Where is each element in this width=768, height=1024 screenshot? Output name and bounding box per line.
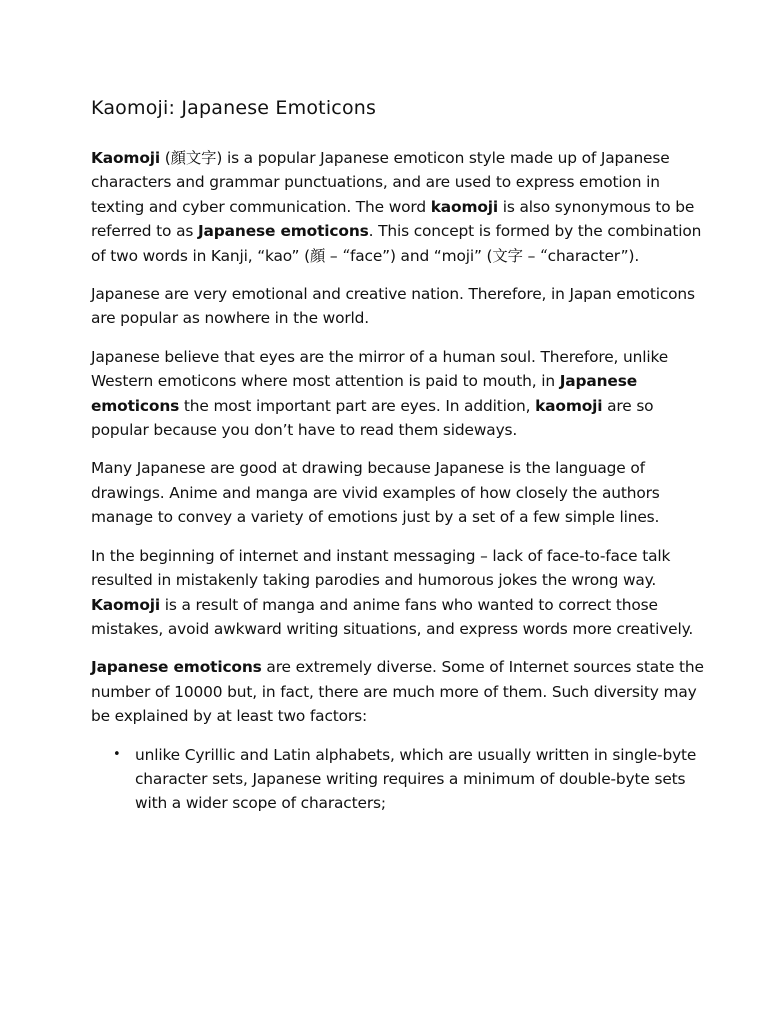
paragraph-text: the most important part are eyes. In addition, — [179, 396, 536, 415]
bullet-icon: • — [113, 746, 121, 762]
kanji-text: 顔文字 — [170, 149, 217, 167]
kaomoji-term-bold: Kaomoji — [91, 149, 160, 167]
paragraph-text: . This concept is formed by the combination of two words in Kanji, “kao” ( — [91, 222, 702, 265]
diversity-paragraph — [91, 655, 708, 728]
drawing-paragraph: Many Japanese are good at drawing because Japanese is the language of drawings. Anime and manga are vivid examples of how closely the authors manage to convey a variety of emotions just by a set of a few simple lines. — [91, 459, 660, 527]
paragraph-text: ) is a popular Japanese emoticon style made up of Japanese characters and grammar punctuations, and are used to express emotion in texting and cyber communication. The word — [91, 149, 670, 216]
factors-list — [91, 743, 708, 816]
paragraph-text: face”) and “moji” ( — [349, 246, 493, 265]
intro-paragraph — [91, 146, 708, 268]
kaomoji-term-bold: kaomoji — [535, 396, 603, 415]
list-item — [113, 743, 708, 816]
list-item-text: unlike Cyrillic and Latin alphabets, which are usually written in single-byte character sets, Japanese writing requires a minimum of double-byte sets with a wider scope of characters; — [135, 745, 697, 813]
kaomoji-term-bold: Kaomoji — [91, 595, 160, 614]
kaomoji-term-bold: kaomoji — [430, 197, 499, 216]
paragraph-text: character”). — [547, 246, 640, 265]
japanese-emoticons-term-bold: Japanese emoticons — [91, 372, 637, 415]
paragraph-text: Japanese believe that eyes are the mirror of a human soul. Therefore, unlike Western emoticons where most attention is paid to mouth, in — [91, 347, 669, 391]
emotional-nation-paragraph: Japanese are very emotional and creative nation. Therefore, in Japan emoticons are popular as nowhere in the world. — [91, 285, 695, 328]
document-title: Kaomoji: Japanese Emoticons — [91, 97, 377, 119]
paragraph-text: are so popular because you don’t have to read them sideways. — [91, 396, 654, 440]
paragraph-text: is also synonymous to be referred to as — [91, 197, 695, 241]
japanese-emoticons-term-bold: Japanese emoticons — [91, 658, 262, 677]
kanji-text: 文字 – “ — [492, 246, 548, 265]
kanji-text: 顔 – “ — [309, 246, 350, 265]
paragraph-text: ( — [160, 149, 171, 167]
eyes-paragraph — [91, 345, 708, 443]
paragraph-text: In the beginning of internet and instant messaging – lack of face-to-face talk resulted in mistakenly taking parodies and humorous jokes the wrong way. — [91, 546, 671, 590]
paragraph-text: are extremely diverse. Some of Internet sources state the number of 10000 but, in fact, there are much more of them. Such diversity may be explained by at least two factors: — [91, 658, 704, 726]
paragraph-text: is a result of manga and anime fans who wanted to correct those mistakes, avoid awkward writing situations, and express words more creatively. — [91, 595, 694, 638]
internet-paragraph — [91, 544, 708, 642]
japanese-emoticons-term-bold: Japanese emoticons — [197, 222, 369, 241]
